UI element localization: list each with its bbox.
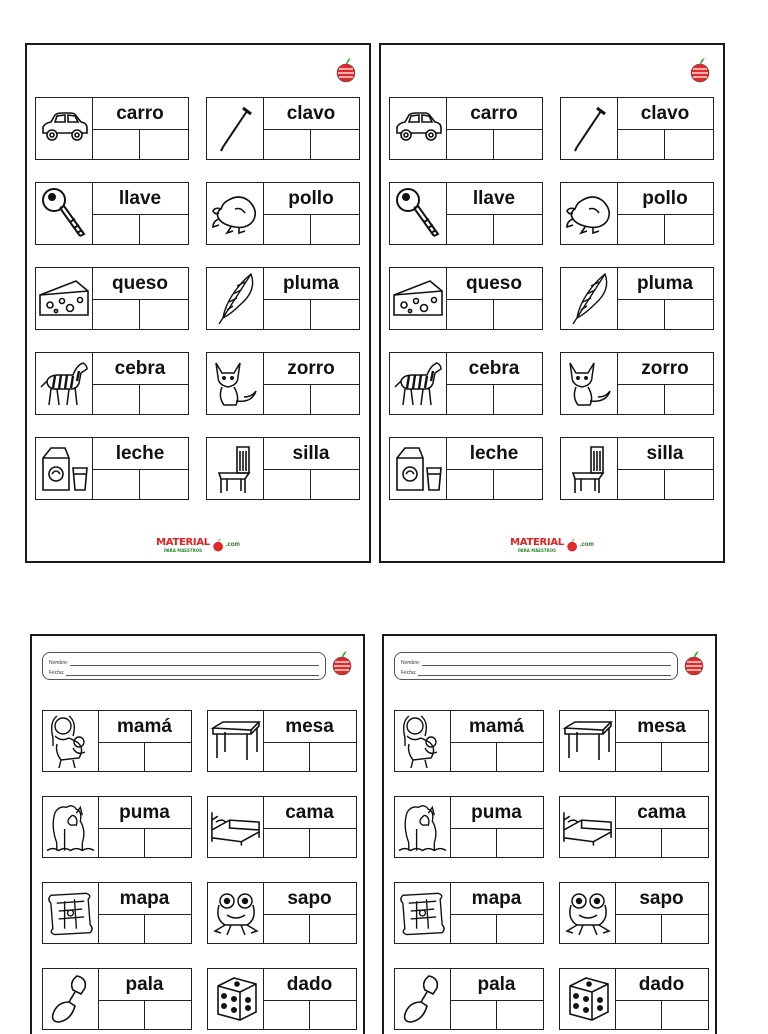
syllable-box-1[interactable] bbox=[263, 1001, 310, 1029]
card-word: pluma bbox=[617, 268, 713, 300]
word-card-silla bbox=[206, 437, 360, 500]
syllable-box-2[interactable] bbox=[145, 743, 192, 771]
syllable-box-1[interactable] bbox=[617, 300, 665, 329]
word-card-mesa bbox=[207, 710, 357, 772]
word-card-mapa bbox=[394, 882, 544, 944]
apple-logo-icon bbox=[689, 57, 711, 83]
car-icon bbox=[36, 98, 93, 159]
syllable-box-2[interactable] bbox=[140, 385, 189, 414]
syllable-box-2[interactable] bbox=[145, 1001, 192, 1029]
card-word: mapa bbox=[450, 883, 543, 915]
date-rule bbox=[418, 668, 671, 676]
name-rule bbox=[70, 658, 319, 666]
syllable-box-2[interactable] bbox=[497, 915, 544, 943]
syllable-box-1[interactable] bbox=[615, 1001, 662, 1029]
card-word: silla bbox=[617, 438, 713, 470]
syllable-box-1[interactable] bbox=[446, 300, 494, 329]
mother-baby-icon bbox=[43, 711, 99, 771]
cheese-icon bbox=[36, 268, 93, 329]
word-card-dado bbox=[559, 968, 709, 1030]
syllable-box-2[interactable] bbox=[140, 300, 189, 329]
card-word: cebra bbox=[446, 353, 542, 385]
syllable-box-2[interactable] bbox=[497, 743, 544, 771]
card-word: queso bbox=[446, 268, 542, 300]
syllable-box-1[interactable] bbox=[263, 215, 311, 244]
apple-logo-icon bbox=[683, 650, 705, 676]
card-word: cama bbox=[263, 797, 356, 829]
syllable-box-1[interactable] bbox=[263, 300, 311, 329]
card-word: pala bbox=[450, 969, 543, 1001]
syllable-box-2[interactable] bbox=[140, 470, 189, 499]
nail-icon bbox=[207, 98, 264, 159]
syllable-box-1[interactable] bbox=[92, 300, 140, 329]
syllable-box-2[interactable] bbox=[494, 300, 543, 329]
card-word: mesa bbox=[615, 711, 708, 743]
syllable-box-2[interactable] bbox=[665, 130, 714, 159]
card-word: sapo bbox=[615, 883, 708, 915]
syllable-box-1[interactable] bbox=[617, 385, 665, 414]
syllable-box-1[interactable] bbox=[615, 743, 662, 771]
name-rule bbox=[422, 658, 671, 666]
fox-icon bbox=[561, 353, 618, 414]
puma-icon bbox=[395, 797, 451, 857]
trowel-icon bbox=[395, 969, 451, 1029]
zebra-icon bbox=[390, 353, 447, 414]
brand-wordmark bbox=[510, 538, 564, 553]
date-label: Fecha: bbox=[49, 670, 65, 676]
brand-name: MATERIAL bbox=[510, 536, 564, 548]
syllable-box-2[interactable] bbox=[662, 743, 709, 771]
puma-icon bbox=[43, 797, 99, 857]
word-card-queso bbox=[35, 267, 189, 330]
syllable-box-1[interactable] bbox=[98, 743, 145, 771]
word-card-pala bbox=[394, 968, 544, 1030]
card-word: queso bbox=[92, 268, 188, 300]
card-word: mamá bbox=[98, 711, 191, 743]
bed-icon bbox=[208, 797, 264, 857]
mother-baby-icon bbox=[395, 711, 451, 771]
syllable-box-2[interactable] bbox=[311, 385, 360, 414]
word-card-zorro bbox=[206, 352, 360, 415]
card-word: pollo bbox=[263, 183, 359, 215]
syllable-box-1[interactable] bbox=[263, 470, 311, 499]
card-word: cebra bbox=[92, 353, 188, 385]
word-card-cama bbox=[559, 796, 709, 858]
worksheet-page-4 bbox=[382, 634, 717, 1034]
word-card-carro bbox=[389, 97, 543, 160]
brand-tagline: PARA MAESTROS bbox=[517, 547, 556, 553]
bed-icon bbox=[560, 797, 616, 857]
syllable-box-1[interactable] bbox=[450, 829, 497, 857]
card-word: leche bbox=[446, 438, 542, 470]
zebra-icon bbox=[36, 353, 93, 414]
word-card-pala bbox=[42, 968, 192, 1030]
syllable-box-2[interactable] bbox=[310, 829, 357, 857]
syllable-box-2[interactable] bbox=[665, 470, 714, 499]
syllable-box-2[interactable] bbox=[311, 470, 360, 499]
word-card-leche bbox=[389, 437, 543, 500]
card-word: dado bbox=[263, 969, 356, 1001]
syllable-box-2[interactable] bbox=[662, 829, 709, 857]
syllable-box-2[interactable] bbox=[494, 385, 543, 414]
word-card-llave bbox=[35, 182, 189, 245]
syllable-box-1[interactable] bbox=[263, 130, 311, 159]
syllable-box-1[interactable] bbox=[617, 215, 665, 244]
word-card-dado bbox=[207, 968, 357, 1030]
chicken-icon bbox=[561, 183, 618, 244]
card-word: cama bbox=[615, 797, 708, 829]
syllable-box-2[interactable] bbox=[310, 915, 357, 943]
frog-icon bbox=[560, 883, 616, 943]
syllable-box-2[interactable] bbox=[494, 130, 543, 159]
card-word: zorro bbox=[263, 353, 359, 385]
syllable-box-2[interactable] bbox=[494, 215, 543, 244]
brand-name: MATERIAL bbox=[156, 536, 210, 548]
syllable-box-2[interactable] bbox=[665, 385, 714, 414]
syllable-box-2[interactable] bbox=[665, 300, 714, 329]
syllable-box-1[interactable] bbox=[446, 385, 494, 414]
brand-wordmark bbox=[156, 538, 210, 553]
brand-tagline: PARA MAESTROS bbox=[163, 547, 202, 553]
fox-icon bbox=[207, 353, 264, 414]
milk-icon bbox=[36, 438, 93, 499]
card-word: leche bbox=[92, 438, 188, 470]
card-word: mamá bbox=[450, 711, 543, 743]
card-word: dado bbox=[615, 969, 708, 1001]
card-word: llave bbox=[446, 183, 542, 215]
syllable-box-1[interactable] bbox=[98, 915, 145, 943]
syllable-box-2[interactable] bbox=[311, 215, 360, 244]
word-card-zorro bbox=[560, 352, 714, 415]
brand-domain: .com bbox=[579, 542, 594, 548]
syllable-box-2[interactable] bbox=[497, 1001, 544, 1029]
dice-icon bbox=[208, 969, 264, 1029]
card-word: carro bbox=[92, 98, 188, 130]
word-card-cebra bbox=[389, 352, 543, 415]
footer-apple-icon bbox=[212, 538, 224, 552]
word-card-cebra bbox=[35, 352, 189, 415]
word-card-sapo bbox=[207, 882, 357, 944]
footer-apple-icon bbox=[566, 538, 578, 552]
chicken-icon bbox=[207, 183, 264, 244]
trowel-icon bbox=[43, 969, 99, 1029]
syllable-box-2[interactable] bbox=[145, 829, 192, 857]
syllable-box-1[interactable] bbox=[263, 829, 310, 857]
date-line[interactable] bbox=[49, 666, 319, 676]
word-card-cama bbox=[207, 796, 357, 858]
syllable-box-1[interactable] bbox=[98, 1001, 145, 1029]
key-icon bbox=[36, 183, 93, 244]
word-card-leche bbox=[35, 437, 189, 500]
syllable-box-2[interactable] bbox=[140, 215, 189, 244]
material-footer-logo bbox=[156, 535, 240, 555]
worksheet-page-2 bbox=[379, 43, 725, 563]
word-card-pollo bbox=[560, 182, 714, 245]
feather-icon bbox=[207, 268, 264, 329]
dice-icon bbox=[560, 969, 616, 1029]
feather-icon bbox=[561, 268, 618, 329]
word-card-sapo bbox=[559, 882, 709, 944]
syllable-box-1[interactable] bbox=[446, 215, 494, 244]
brand-domain: .com bbox=[225, 542, 240, 548]
syllable-box-1[interactable] bbox=[617, 130, 665, 159]
card-word: pluma bbox=[263, 268, 359, 300]
word-card-llave bbox=[389, 182, 543, 245]
word-card-carro bbox=[35, 97, 189, 160]
chair-icon bbox=[561, 438, 618, 499]
card-word: puma bbox=[98, 797, 191, 829]
syllable-box-1[interactable] bbox=[263, 743, 310, 771]
syllable-box-2[interactable] bbox=[311, 130, 360, 159]
name-line[interactable] bbox=[49, 656, 319, 666]
syllable-box-2[interactable] bbox=[662, 1001, 709, 1029]
syllable-box-1[interactable] bbox=[446, 130, 494, 159]
word-card-pluma bbox=[206, 267, 360, 330]
syllable-box-2[interactable] bbox=[140, 130, 189, 159]
milk-icon bbox=[390, 438, 447, 499]
syllable-box-2[interactable] bbox=[145, 915, 192, 943]
card-word: pollo bbox=[617, 183, 713, 215]
name-label: Nombre: bbox=[49, 660, 69, 666]
syllable-box-2[interactable] bbox=[662, 915, 709, 943]
syllable-box-1[interactable] bbox=[92, 385, 140, 414]
card-word: sapo bbox=[263, 883, 356, 915]
syllable-box-1[interactable] bbox=[92, 470, 140, 499]
name-date-box[interactable] bbox=[42, 652, 326, 680]
apple-logo-icon bbox=[331, 650, 353, 676]
table-icon bbox=[560, 711, 616, 771]
word-card-pluma bbox=[560, 267, 714, 330]
map-icon bbox=[43, 883, 99, 943]
word-card-mesa bbox=[559, 710, 709, 772]
syllable-box-2[interactable] bbox=[497, 829, 544, 857]
apple-logo-icon bbox=[335, 57, 357, 83]
material-footer-logo bbox=[510, 535, 594, 555]
syllable-box-2[interactable] bbox=[494, 470, 543, 499]
word-card-mamá bbox=[42, 710, 192, 772]
syllable-box-1[interactable] bbox=[92, 215, 140, 244]
word-card-silla bbox=[560, 437, 714, 500]
syllable-box-1[interactable] bbox=[92, 130, 140, 159]
frog-icon bbox=[208, 883, 264, 943]
syllable-box-1[interactable] bbox=[617, 470, 665, 499]
word-card-clavo bbox=[206, 97, 360, 160]
syllable-box-2[interactable] bbox=[310, 743, 357, 771]
word-card-clavo bbox=[560, 97, 714, 160]
date-rule bbox=[66, 668, 319, 676]
word-card-puma bbox=[42, 796, 192, 858]
card-word: mesa bbox=[263, 711, 356, 743]
card-word: clavo bbox=[263, 98, 359, 130]
table-icon bbox=[208, 711, 264, 771]
date-line[interactable] bbox=[401, 666, 671, 676]
syllable-box-1[interactable] bbox=[615, 915, 662, 943]
word-card-pollo bbox=[206, 182, 360, 245]
syllable-box-2[interactable] bbox=[310, 1001, 357, 1029]
syllable-box-1[interactable] bbox=[446, 470, 494, 499]
name-label: Nombre: bbox=[401, 660, 421, 666]
syllable-box-1[interactable] bbox=[98, 829, 145, 857]
syllable-box-1[interactable] bbox=[450, 743, 497, 771]
car-icon bbox=[390, 98, 447, 159]
syllable-box-1[interactable] bbox=[615, 829, 662, 857]
syllable-box-1[interactable] bbox=[450, 1001, 497, 1029]
syllable-box-2[interactable] bbox=[311, 300, 360, 329]
worksheet-page-1 bbox=[25, 43, 371, 563]
map-icon bbox=[395, 883, 451, 943]
card-word: carro bbox=[446, 98, 542, 130]
syllable-box-1[interactable] bbox=[263, 915, 310, 943]
syllable-box-1[interactable] bbox=[450, 915, 497, 943]
card-word: puma bbox=[450, 797, 543, 829]
key-icon bbox=[390, 183, 447, 244]
syllable-box-1[interactable] bbox=[263, 385, 311, 414]
date-label: Fecha: bbox=[401, 670, 417, 676]
chair-icon bbox=[207, 438, 264, 499]
name-line[interactable] bbox=[401, 656, 671, 666]
card-word: llave bbox=[92, 183, 188, 215]
card-word: silla bbox=[263, 438, 359, 470]
cheese-icon bbox=[390, 268, 447, 329]
word-card-puma bbox=[394, 796, 544, 858]
name-date-box[interactable] bbox=[394, 652, 678, 680]
word-card-queso bbox=[389, 267, 543, 330]
card-word: clavo bbox=[617, 98, 713, 130]
word-card-mapa bbox=[42, 882, 192, 944]
syllable-box-2[interactable] bbox=[665, 215, 714, 244]
card-word: zorro bbox=[617, 353, 713, 385]
word-card-mamá bbox=[394, 710, 544, 772]
worksheet-page-3 bbox=[30, 634, 365, 1034]
nail-icon bbox=[561, 98, 618, 159]
card-word: pala bbox=[98, 969, 191, 1001]
card-word: mapa bbox=[98, 883, 191, 915]
